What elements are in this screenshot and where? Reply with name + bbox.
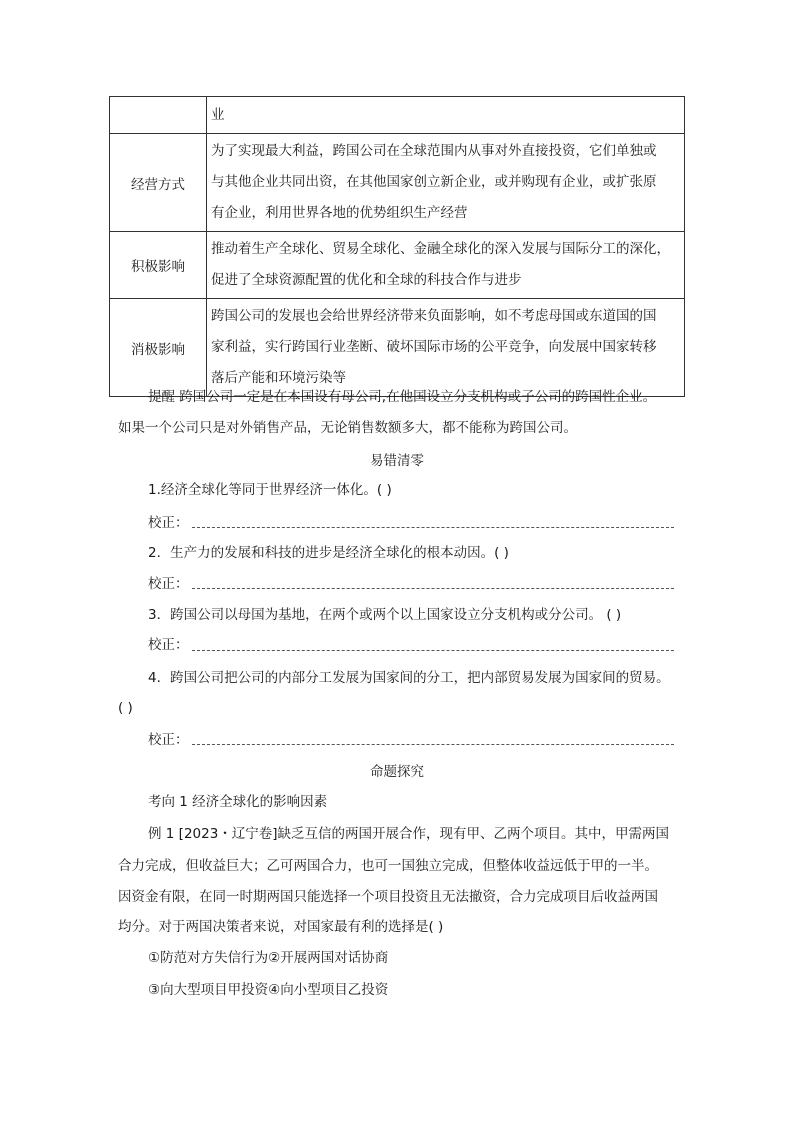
row-content: 业 xyxy=(207,97,685,134)
row-content-line: 家利益，实行跨国行业垄断、破坏国际市场的公平竞争，向发展中国家转移 xyxy=(211,339,657,355)
row-label xyxy=(110,97,207,134)
option-line-1: ①防范对方失信行为②开展两国对话协商 xyxy=(148,950,389,966)
row-content-line: 落后产能和环境污染等 xyxy=(211,370,346,386)
row-content-line: 有企业，利用世界各地的优势组织生产经营 xyxy=(211,205,468,221)
row-content-line: 跨国公司的发展也会给世界经济带来负面影响，如不考虑母国或东道国的国 xyxy=(211,308,657,324)
example-line-2: 合力完成，但收益巨大；乙可两国合力，也可一国独立完成，但整体收益远低于甲的一半。 xyxy=(118,858,658,874)
option-line-2: ③向大型项目甲投资④向小型项目乙投资 xyxy=(148,982,389,998)
reminder-line-1: 提醒 跨国公司一定是在本国设有母公司,在他国设立分支机构或子公司的跨国性企业。 xyxy=(148,389,657,405)
example-line-1: 例 1 [2023・辽宁卷]缺乏互信的两国开展合作，现有甲、乙两个项目。其中，甲需两国 xyxy=(148,826,670,842)
section-heading-errors: 易错清零 xyxy=(370,453,424,469)
correction-label: 校正： xyxy=(148,515,189,531)
table-row xyxy=(110,232,685,299)
table-row xyxy=(110,97,685,134)
true-false-item-2: 2．生产力的发展和科技的进步是经济全球化的根本动因。( ) xyxy=(148,545,509,561)
correction-blank-2[interactable] xyxy=(192,588,674,589)
row-label: 消极影响 xyxy=(110,299,207,397)
row-label: 经营方式 xyxy=(110,134,207,232)
correction-label: 校正： xyxy=(148,576,189,592)
section-heading-inquiry: 命题探究 xyxy=(370,764,424,780)
topic-heading: 考向 1 经济全球化的影响因素 xyxy=(148,794,328,810)
row-content xyxy=(207,134,685,232)
row-content-line: 推动着生产全球化、贸易全球化、金融全球化的深入发展与国际分工的深化， xyxy=(211,241,670,257)
example-line-3: 因资金有限，在同一时期两国只能选择一个项目投资且无法撤资，合力完成项目后收益两国 xyxy=(118,889,658,905)
comparison-table xyxy=(109,96,685,397)
table-row xyxy=(110,134,685,232)
correction-label: 校正： xyxy=(148,637,189,653)
true-false-item-1: 1.经济全球化等同于世界经济一体化。( ) xyxy=(148,482,392,498)
true-false-item-3: 3．跨国公司以母国为基地，在两个或两个以上国家设立分支机构或分公司。 ( ) xyxy=(148,607,622,623)
true-false-item-4-bracket: ( ) xyxy=(118,700,133,716)
table-row xyxy=(110,299,685,397)
row-content-line: 为了实现最大利益，跨国公司在全球范围内从事对外直接投资，它们单独或 xyxy=(211,143,657,159)
row-content-line: 与其他企业共同出资，在其他国家创立新企业，或并购现有企业，或扩张原 xyxy=(211,174,657,190)
row-label: 积极影响 xyxy=(110,232,207,299)
row-content xyxy=(207,232,685,299)
row-content xyxy=(207,299,685,397)
correction-blank-1[interactable] xyxy=(192,527,674,528)
correction-label: 校正： xyxy=(148,732,189,748)
row-content-line: 促进了全球资源配置的优化和全球的科技合作与进步 xyxy=(211,272,522,288)
correction-blank-3[interactable] xyxy=(192,650,674,651)
true-false-item-4: 4．跨国公司把公司的内部分工发展为国家间的分工，把内部贸易发展为国家间的贸易。 xyxy=(148,670,670,686)
correction-blank-4[interactable] xyxy=(192,744,674,745)
reminder-line-2: 如果一个公司只是对外销售产品，无论销售数额多大，都不能称为跨国公司。 xyxy=(118,420,577,436)
example-line-4: 均分。对于两国决策者来说，对国家最有利的选择是( ) xyxy=(118,919,444,935)
